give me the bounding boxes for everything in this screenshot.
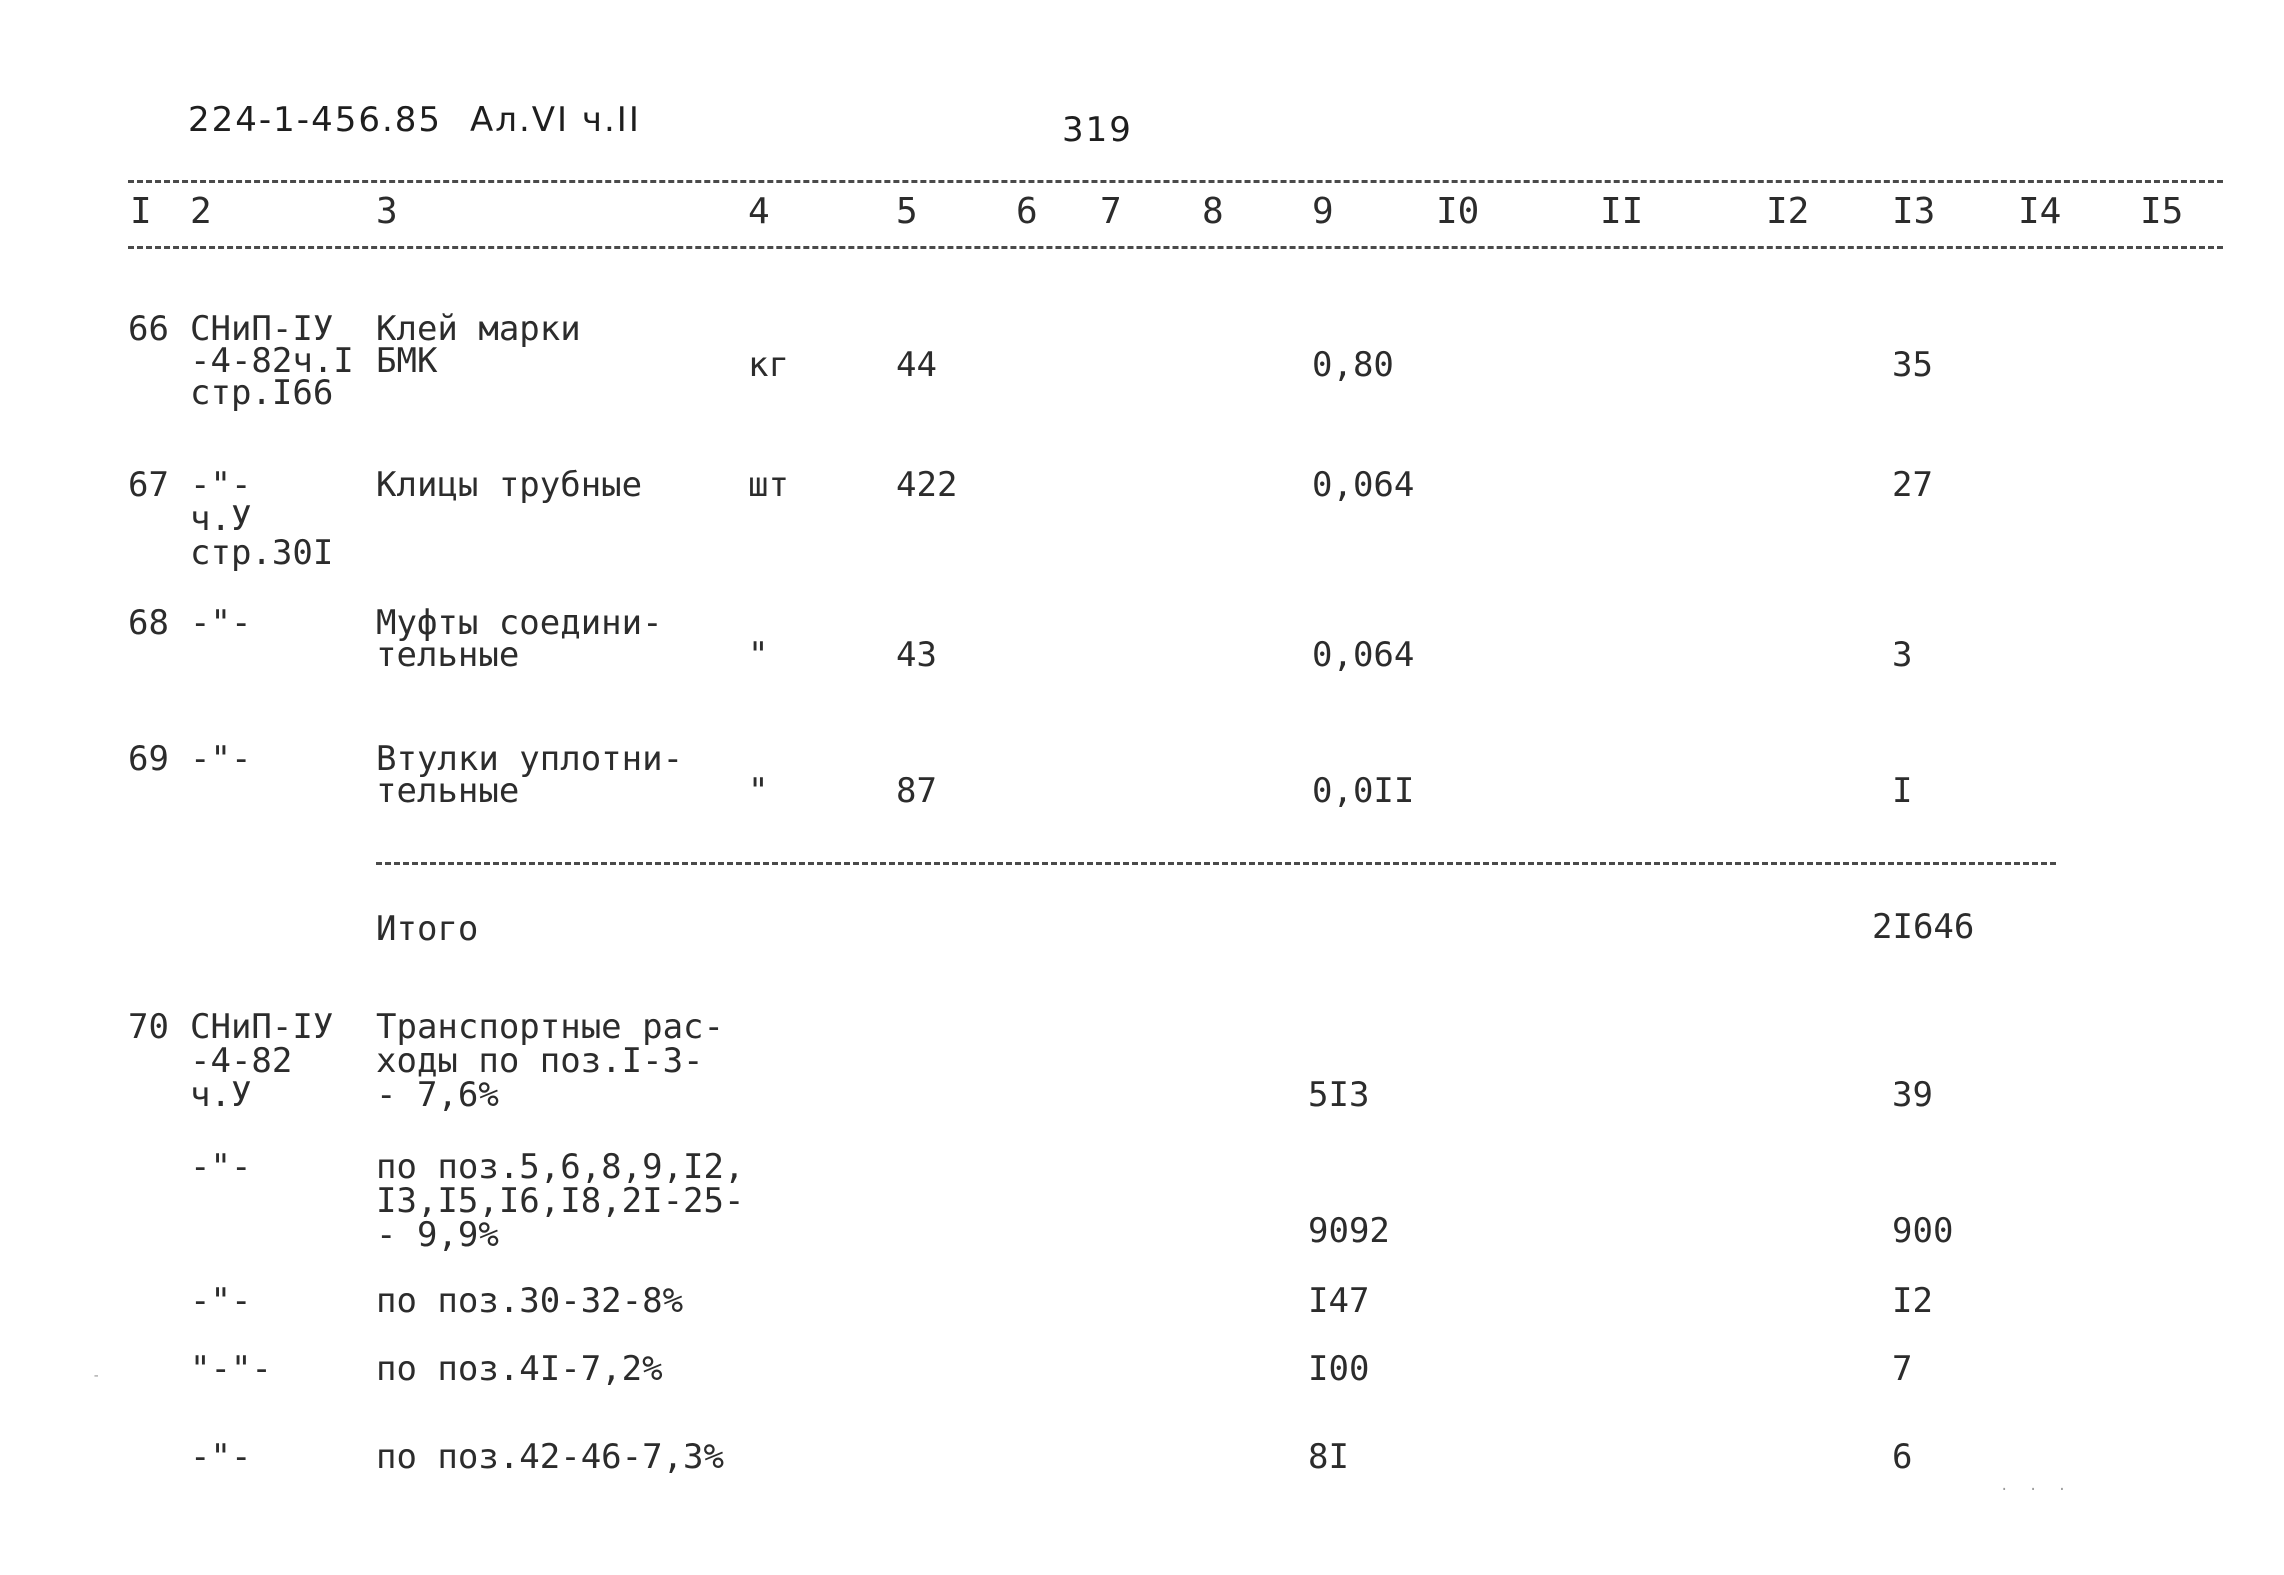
row-70-ref-1: СНиП-IУ xyxy=(190,1007,334,1047)
row-68-unit: " xyxy=(748,635,769,675)
row-66-ref-2: -4-82ч.I xyxy=(190,341,354,381)
row-68-name-2: тельные xyxy=(376,635,520,675)
row-68-ref-1: -"- xyxy=(190,603,252,643)
subtotal-total: 2I646 xyxy=(1872,907,1975,947)
row-67-num: 67 xyxy=(128,465,169,505)
transport-2-name-1: по поз.5,6,8,9,I2, xyxy=(376,1147,745,1187)
subtotal-label: Итого xyxy=(376,909,479,949)
row-68-num: 68 xyxy=(128,603,169,643)
row-70-total: 39 xyxy=(1892,1075,1933,1115)
col-header-12: I2 xyxy=(1766,191,1810,232)
album-label: Ал.VI ч.II xyxy=(470,100,641,140)
row-70-base: 5I3 xyxy=(1308,1075,1370,1115)
transport-2-total: 900 xyxy=(1892,1211,1954,1251)
row-67-ref-2: ч.У xyxy=(190,499,252,539)
col-header-10: I0 xyxy=(1436,191,1480,232)
row-69-price: 0,0II xyxy=(1312,771,1415,811)
col-header-2: 2 xyxy=(190,191,212,232)
transport-3-base: I47 xyxy=(1308,1281,1370,1321)
row-68-name-1: Муфты соедини- xyxy=(376,603,663,643)
row-66-ref-3: стр.I66 xyxy=(190,373,334,413)
transport-4-name: по поз.4I-7,2% xyxy=(376,1349,663,1389)
col-header-11: II xyxy=(1600,191,1644,232)
page-number: 319 xyxy=(1062,110,1133,150)
row-70-ref-2: -4-82 xyxy=(190,1041,293,1081)
col-header-7: 7 xyxy=(1100,191,1122,232)
document-code: 224-1-456.85 xyxy=(188,100,443,140)
row-69-qty: 87 xyxy=(896,771,937,811)
transport-5-name: по поз.42-46-7,3% xyxy=(376,1437,724,1477)
header-bottom-rule xyxy=(128,246,2223,249)
transport-3-total: I2 xyxy=(1892,1281,1933,1321)
row-70-name-2: ходы по поз.I-3- xyxy=(376,1041,704,1081)
transport-4-base: I00 xyxy=(1308,1349,1370,1389)
scan-artifact-dots: · · · xyxy=(2000,1482,2073,1498)
row-67-ref-3: стр.30I xyxy=(190,533,334,573)
header-top-rule xyxy=(128,180,2223,183)
col-header-5: 5 xyxy=(896,191,918,232)
row-69-ref-1: -"- xyxy=(190,739,252,779)
transport-2-name-3: - 9,9% xyxy=(376,1215,499,1255)
col-header-15: I5 xyxy=(2140,191,2184,232)
row-66-qty: 44 xyxy=(896,345,937,385)
col-header-13: I3 xyxy=(1892,191,1936,232)
row-66-total: 35 xyxy=(1892,345,1933,385)
col-header-9: 9 xyxy=(1312,191,1334,232)
row-69-name-1: Втулки уплотни- xyxy=(376,739,684,779)
row-67-qty: 422 xyxy=(896,465,958,505)
col-header-4: 4 xyxy=(748,191,770,232)
transport-5-total: 6 xyxy=(1892,1437,1913,1477)
row-66-name-2: БМК xyxy=(376,341,438,381)
row-70-name-1: Транспортные рас- xyxy=(376,1007,724,1047)
row-68-total: 3 xyxy=(1892,635,1913,675)
transport-5-base: 8I xyxy=(1308,1437,1349,1477)
col-header-6: 6 xyxy=(1016,191,1038,232)
row-70-num: 70 xyxy=(128,1007,169,1047)
row-69-name-2: тельные xyxy=(376,771,520,811)
transport-3-name: по поз.30-32-8% xyxy=(376,1281,684,1321)
row-66-ref-1: СНиП-IУ xyxy=(190,309,334,349)
row-67-name-1: Клицы трубные xyxy=(376,465,643,505)
scan-artifact-mark: - xyxy=(92,1368,107,1384)
transport-2-name-2: I3,I5,I6,I8,2I-25- xyxy=(376,1181,745,1221)
row-68-qty: 43 xyxy=(896,635,937,675)
row-67-total: 27 xyxy=(1892,465,1933,505)
row-70-name-3: - 7,6% xyxy=(376,1075,499,1115)
col-header-14: I4 xyxy=(2018,191,2062,232)
col-header-8: 8 xyxy=(1202,191,1224,232)
transport-4-total: 7 xyxy=(1892,1349,1913,1389)
row-67-price: 0,064 xyxy=(1312,465,1415,505)
row-66-num: 66 xyxy=(128,309,169,349)
col-header-3: 3 xyxy=(376,191,398,232)
row-67-unit: шт xyxy=(748,465,789,505)
row-66-price: 0,80 xyxy=(1312,345,1394,385)
transport-5-ref: -"- xyxy=(190,1437,252,1477)
transport-3-ref: -"- xyxy=(190,1281,252,1321)
row-69-num: 69 xyxy=(128,739,169,779)
row-69-total: I xyxy=(1892,771,1913,811)
row-70-ref-3: ч.У xyxy=(190,1075,252,1115)
transport-2-ref: -"- xyxy=(190,1147,252,1187)
row-66-unit: кг xyxy=(748,345,789,385)
row-67-ref-1: -"- xyxy=(190,465,252,505)
row-69-unit: " xyxy=(748,771,769,811)
col-header-1: I xyxy=(130,191,152,232)
transport-2-base: 9092 xyxy=(1308,1211,1390,1251)
subtotal-rule xyxy=(376,862,2056,865)
transport-4-ref: "-"- xyxy=(190,1349,272,1389)
row-66-name-1: Клей марки xyxy=(376,309,581,349)
row-68-price: 0,064 xyxy=(1312,635,1415,675)
